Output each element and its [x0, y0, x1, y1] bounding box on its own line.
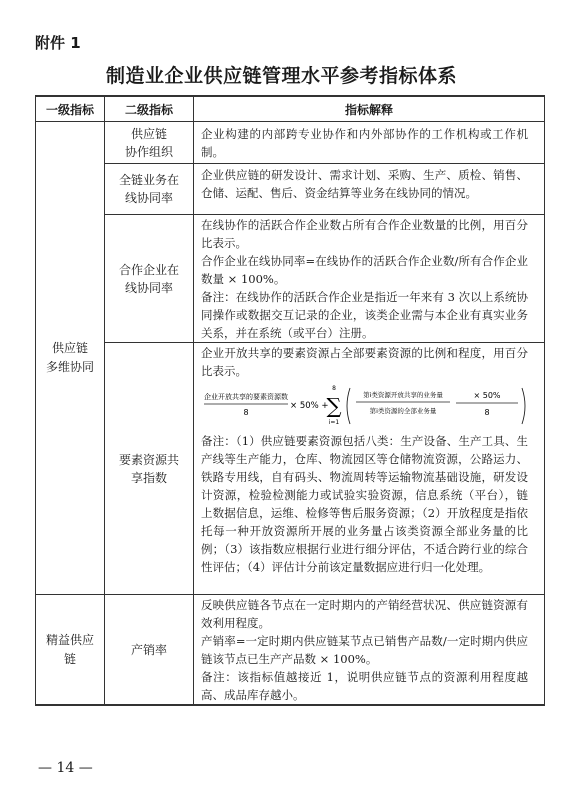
level2-collaboration-organization: 供应链 协作组织 — [124, 126, 173, 159]
header-explanation: 指标解释 — [344, 102, 393, 117]
table-right-border — [544, 95, 545, 705]
attachment-label: 附件 1 — [35, 34, 81, 52]
resource-sharing-formula — [200, 384, 530, 428]
formula-text: 合作企业在线协同率=在线协作的活跃合作企业数/所有合作企业数量 × 100%。 — [201, 254, 528, 286]
sum-lower-limit: i=1 — [328, 419, 340, 426]
note-text: 备注：该指标值越接近 1，说明供应链节点的资源利用程度越高、成品库存越小。 — [201, 670, 528, 702]
formula-term1-denominator: 8 — [243, 408, 249, 417]
formula-term2-outer-denominator: 8 — [484, 408, 490, 417]
summation-sign: ∑ — [326, 394, 342, 418]
sum-upper-limit: 8 — [332, 385, 336, 392]
page-number: — 14 — — [38, 760, 93, 776]
right-parenthesis — [522, 388, 525, 424]
formula-term1-weight: × 50% + — [290, 401, 329, 411]
explanation-text: 企业供应链的研发设计、需求计划、采购、生产、质检、销售、仓储、运配、售后、资金结算等业务在线协同的情况。 — [201, 168, 528, 200]
level1-lean-supply-chain: 精益供应 链 — [45, 632, 94, 666]
formula-term2-numerator: 第i类资源开放共享的业务量 — [363, 391, 443, 399]
level2-production-sales-rate: 产销率 — [130, 642, 167, 657]
formula-term1-numerator: 企业开放共享的要素资源数 — [204, 393, 288, 401]
note-text: 备注：（1）供应链要素资源包括八类：生产设备、生产工具、生产线等生产能力，仓库、物流园区等仓储物流资源，公路运力、铁路专用线，自有码头、物流周转等运输物流基础设施，研发设计资源，检验检测能力或试验实验资源，信息系统（平台），链上数据信息，运维、检修等售后服务资源；（2）开放程度是指依托每一种开放资源所开展的业务量占该类资源全部业务量的比例；（3）该指数应根据行业进行细分评估，不适合跨行业的综合性评估；（4）评估计分前该定量数据应进行归一化处理。 — [201, 434, 528, 574]
header-level1: 一级指标 — [45, 102, 94, 117]
level2-online-business-collaboration-rate: 全链业务在 线协同率 — [118, 173, 179, 205]
level2-partner-online-collaboration-rate: 合作企业在 线协同率 — [118, 262, 179, 295]
formula-text: 产销率=一定时期内供应链某节点已销售产品数/一定时期内供应链该节点已生产产品数 × 100%。 — [201, 634, 528, 666]
explanation-text: 企业开放共享的要素资源占全部要素资源的比例和程度，用百分比表示。 — [201, 346, 528, 378]
explanation-text: 企业构建的内部跨专业协作和内外部协作的工作机构或工作机制。 — [201, 127, 528, 159]
left-parenthesis — [347, 388, 350, 424]
explanation-text: 反映供应链各节点在一定时期内的产销经营状况、供应链资源有效利用程度。 — [201, 598, 528, 630]
column-divider — [193, 95, 194, 705]
level2-resource-sharing-index: 要素资源共 享指数 — [118, 452, 179, 485]
level1-multidimensional-collaboration: 供应链 多维协同 — [45, 341, 94, 374]
note-text: 备注：在线协作的活跃合作企业是指近一年来有 3 次以上系统协同操作或数据交互记录的企业，该类企业需与本企业有真实业务关系，并在系统（或平台）注册。 — [201, 290, 528, 340]
document-title: 制造业企业供应链管理水平参考指标体系 — [105, 65, 457, 87]
table-bottom-border — [35, 704, 545, 706]
formula-term2-weight: × 50% — [473, 391, 501, 400]
explanation-text: 在线协作的活跃合作企业数占所有合作企业数量的比例，用百分比表示。 — [201, 218, 528, 250]
header-level2: 二级指标 — [124, 102, 173, 117]
formula-term2-denominator: 第i类资源的全部业务量 — [369, 407, 437, 415]
